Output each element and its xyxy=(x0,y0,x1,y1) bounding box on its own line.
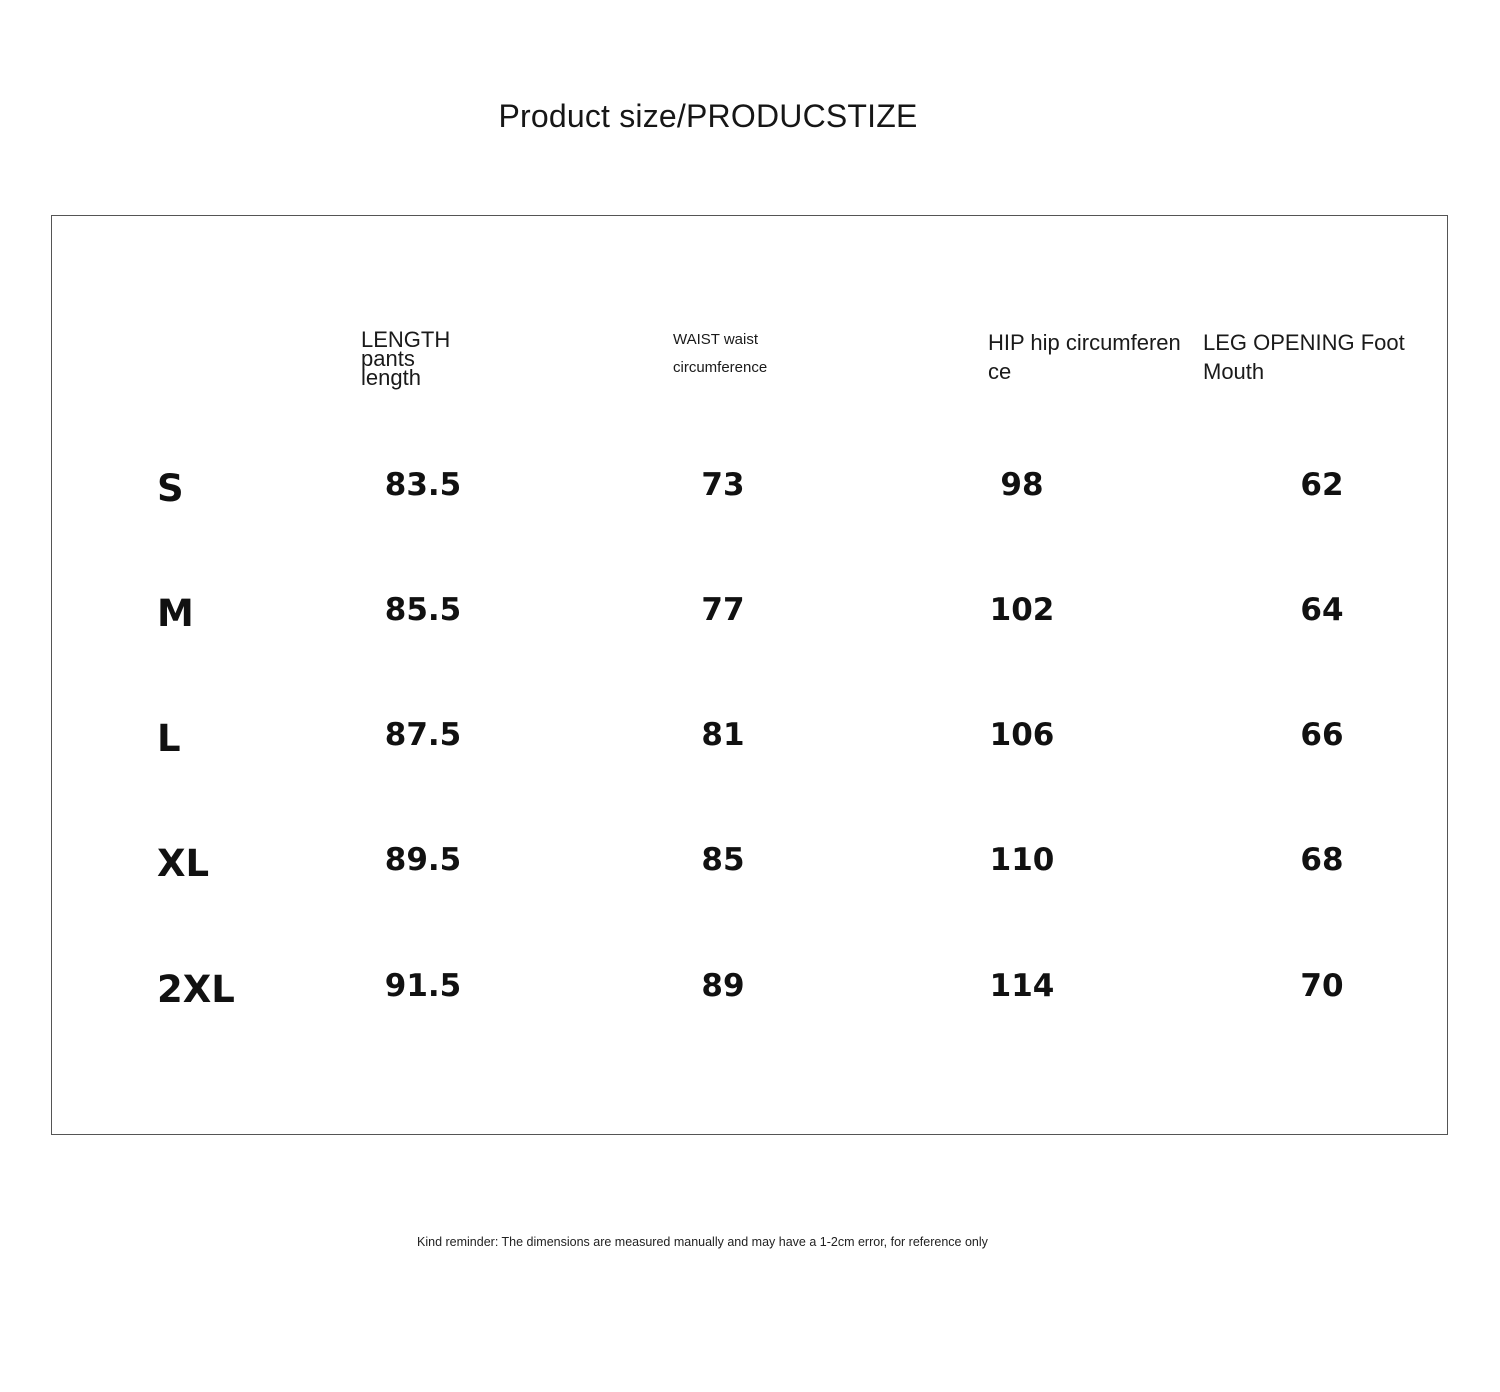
hip-value: 106 xyxy=(989,717,1055,753)
hip-value: 114 xyxy=(989,968,1055,1004)
size-label: S xyxy=(157,467,184,510)
column-header-leg-line: LEG OPENING Foot xyxy=(1203,330,1405,355)
hip-value: 110 xyxy=(989,842,1055,878)
column-header-length-line: pants xyxy=(361,346,415,371)
waist-value: 85 xyxy=(701,842,745,878)
column-header-waist-line: WAIST waist xyxy=(673,331,759,348)
column-header-hip xyxy=(988,328,1203,386)
waist-value: 81 xyxy=(701,717,745,753)
column-header-length xyxy=(361,327,471,390)
column-header-length-line: length xyxy=(361,365,421,390)
column-header-waist-line: circumference xyxy=(673,359,768,376)
column-header-hip-line: HIP hip circumferen xyxy=(988,330,1181,355)
column-header-leg-opening xyxy=(1203,328,1433,386)
leg-opening-value: 62 xyxy=(1300,467,1344,503)
length-value: 87.5 xyxy=(384,717,462,753)
length-value: 89.5 xyxy=(384,842,462,878)
size-table xyxy=(51,215,1448,1135)
size-label: XL xyxy=(157,842,210,885)
length-value: 85.5 xyxy=(384,592,462,628)
size-label: 2XL xyxy=(157,968,235,1011)
hip-value: 98 xyxy=(1000,467,1044,503)
leg-opening-value: 68 xyxy=(1300,842,1344,878)
size-label: M xyxy=(157,592,194,635)
column-header-hip-line: ce xyxy=(988,359,1012,384)
measurement-reminder: Kind reminder: The dimensions are measured manually and may have a 1-2cm error, for reference only xyxy=(417,1235,988,1249)
length-value: 91.5 xyxy=(384,968,462,1004)
column-header-waist xyxy=(673,326,793,382)
column-header-length-line: LENGTH xyxy=(361,327,451,352)
leg-opening-value: 64 xyxy=(1300,592,1344,628)
hip-value: 102 xyxy=(989,592,1055,628)
size-label: L xyxy=(157,717,181,760)
waist-value: 77 xyxy=(701,592,745,628)
waist-value: 89 xyxy=(701,968,745,1004)
leg-opening-value: 66 xyxy=(1300,717,1344,753)
column-header-leg-line: Mouth xyxy=(1203,359,1265,384)
length-value: 83.5 xyxy=(384,467,462,503)
leg-opening-value: 70 xyxy=(1300,968,1344,1004)
waist-value: 73 xyxy=(701,467,745,503)
page-title: Product size/PRODUCSTIZE xyxy=(498,98,918,134)
